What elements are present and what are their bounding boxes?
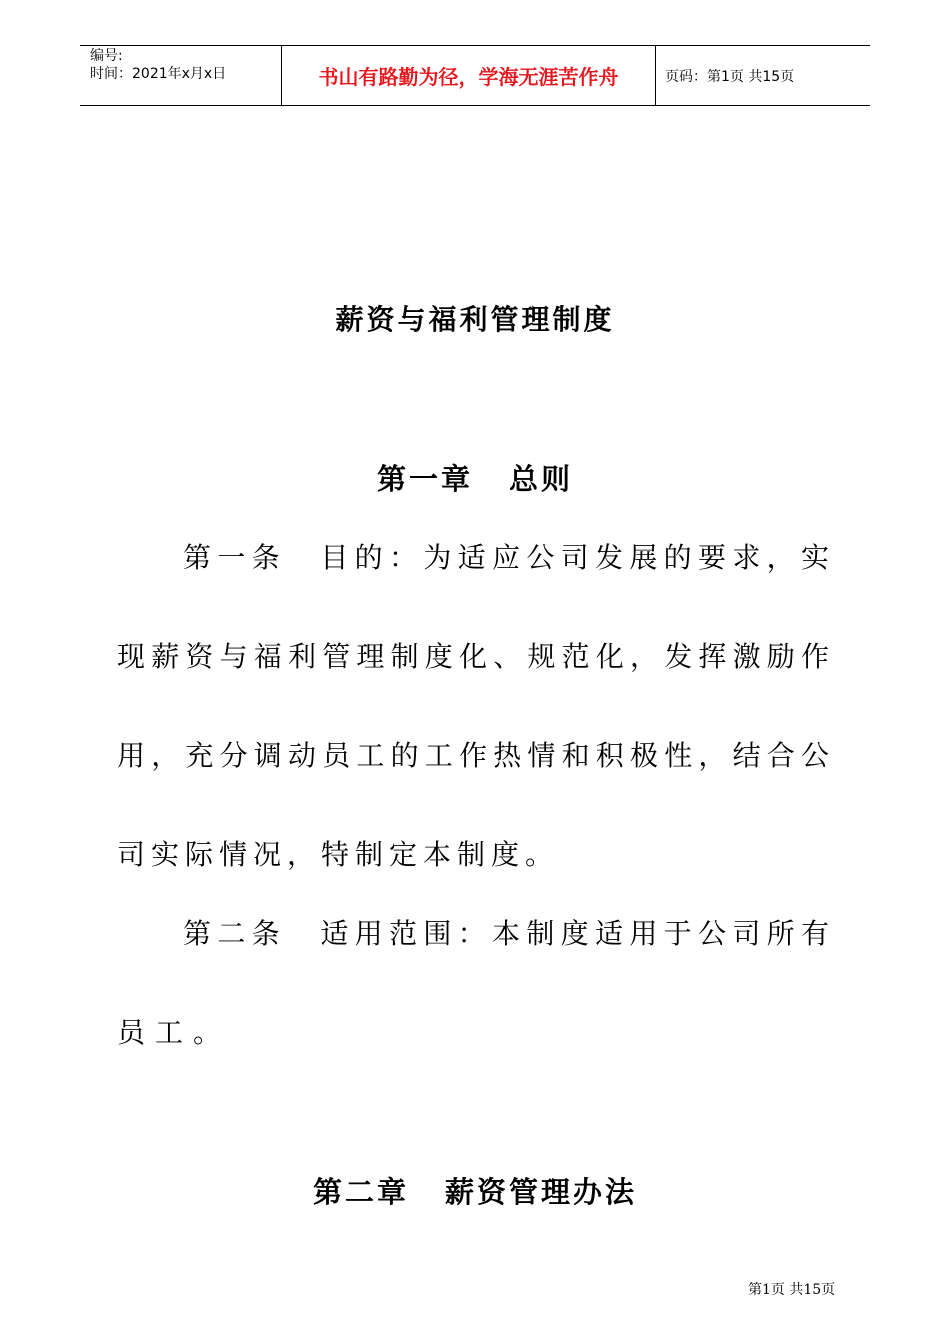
header-page-info: 页码：第1页 共15页 [665,68,795,85]
article-1-line-4: 司实际情况，特制定本制度。 [117,838,560,871]
page-header [80,45,870,106]
article-1-line-1: 第一条 目的：为适应公司发展的要求，实 [183,541,829,574]
article-1-line-3: 用，充分调动员工的工作热情和积极性，结合公 [117,739,829,772]
chapter-2-heading [0,1172,950,1212]
document-title: 薪资与福利管理制度 [335,303,615,336]
article-1-line-2: 现薪资与福利管理制度化、规范化，发挥激励作 [117,640,829,673]
chapter-1-heading [0,459,950,499]
header-page-cell [656,46,870,105]
number-label: 编号: [90,48,123,64]
time-label: 时间：2021年x月x日 [90,66,227,82]
article-2-line-2: 员工。 [117,1016,232,1049]
header-meta-cell [80,46,282,105]
chapter-2-number: 第二章 [312,1175,409,1209]
header-motto-cell [282,46,656,105]
chapter-1-number: 第一章 [376,462,473,496]
motto-text: 书山有路勤为径，学海无涯苦作舟 [318,65,619,89]
chapter-1-name: 总则 [509,462,574,496]
chapter-2-name: 薪资管理办法 [445,1175,638,1209]
article-2-line-1: 第二条 适用范围：本制度适用于公司所有 [183,917,829,950]
footer-page-number: 第1页 共15页 [748,1282,836,1298]
